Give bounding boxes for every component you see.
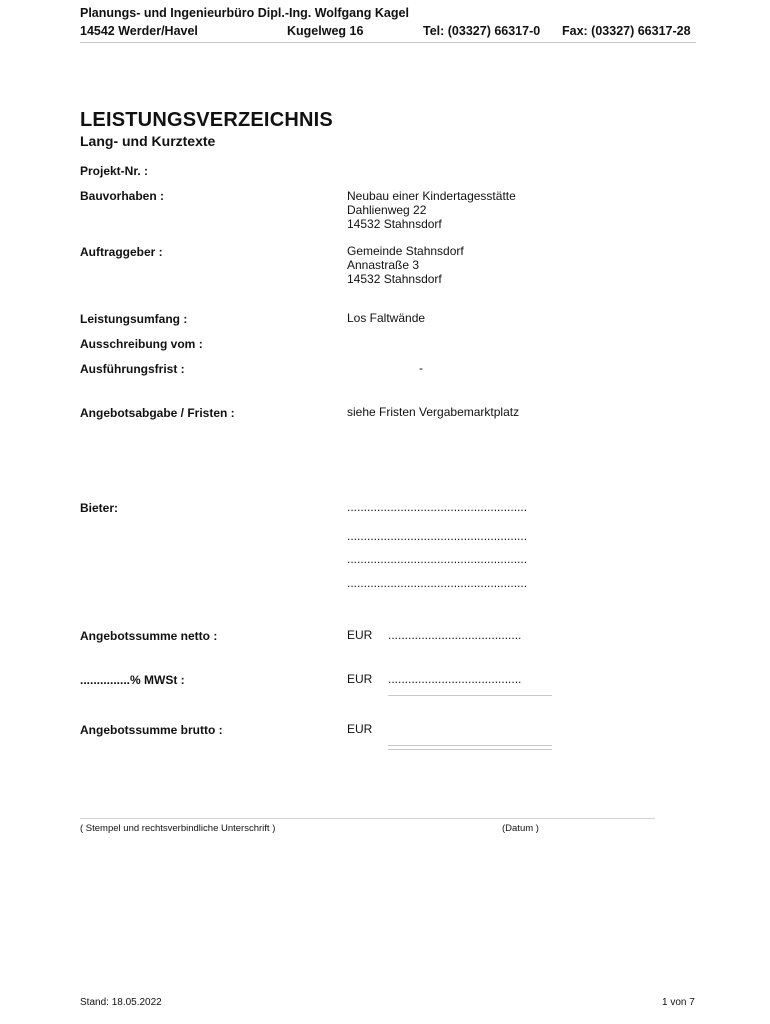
company-fax: Fax: (03327) 66317-28 bbox=[562, 24, 691, 38]
signature-rule bbox=[80, 818, 655, 819]
projekt-nr-label: Projekt-Nr. : bbox=[80, 164, 149, 178]
ausfuehrungsfrist-value: - bbox=[419, 361, 423, 375]
sum-rule bbox=[388, 695, 552, 696]
bauvorhaben-label: Bauvorhaben : bbox=[80, 189, 165, 203]
bieter-line-3[interactable]: ...................................................... bbox=[347, 552, 528, 566]
mwst-amount-field[interactable]: ........................................ bbox=[388, 672, 522, 686]
leistungsumfang-value: Los Faltwände bbox=[347, 311, 426, 325]
company-tel: Tel: (03327) 66317-0 bbox=[423, 24, 541, 38]
netto-currency: EUR bbox=[347, 628, 373, 642]
auftraggeber-line-2: Annastraße 3 bbox=[347, 258, 420, 272]
netto-amount-field[interactable]: ........................................ bbox=[388, 628, 522, 642]
page-subtitle: Lang- und Kurztexte bbox=[80, 133, 216, 149]
auftraggeber-line-1: Gemeinde Stahnsdorf bbox=[347, 244, 464, 258]
brutto-double-rule-bottom bbox=[388, 749, 552, 750]
stand-date: Stand: 18.05.2022 bbox=[80, 997, 162, 1008]
brutto-currency: EUR bbox=[347, 722, 373, 736]
page-title: LEISTUNGSVERZEICHNIS bbox=[80, 109, 333, 131]
company-name: Planungs- und Ingenieurbüro Dipl.-Ing. Wolfgang Kagel bbox=[80, 6, 409, 20]
bauvorhaben-line-1: Neubau einer Kindertagesstätte bbox=[347, 189, 516, 203]
bieter-line-4[interactable]: ...................................................... bbox=[347, 576, 528, 590]
stamp-label: ( Stempel und rechtsverbindliche Unterschrift ) bbox=[80, 823, 276, 834]
bieter-label: Bieter: bbox=[80, 501, 119, 515]
mwst-currency: EUR bbox=[347, 672, 373, 686]
header-rule bbox=[80, 42, 696, 43]
angebotsabgabe-label: Angebotsabgabe / Fristen : bbox=[80, 406, 235, 420]
page-number: 1 von 7 bbox=[662, 997, 695, 1008]
company-city: 14542 Werder/Havel bbox=[80, 24, 198, 38]
auftraggeber-label: Auftraggeber : bbox=[80, 245, 163, 259]
bieter-line-1[interactable]: ...................................................... bbox=[347, 500, 528, 514]
brutto-label: Angebotssumme brutto : bbox=[80, 723, 223, 737]
bauvorhaben-line-3: 14532 Stahnsdorf bbox=[347, 217, 442, 231]
mwst-label: ...............% MWSt : bbox=[80, 673, 185, 687]
auftraggeber-line-3: 14532 Stahnsdorf bbox=[347, 272, 442, 286]
bauvorhaben-line-2: Dahlienweg 22 bbox=[347, 203, 427, 217]
netto-label: Angebotssumme netto : bbox=[80, 629, 218, 643]
date-label: (Datum ) bbox=[502, 823, 539, 834]
angebotsabgabe-value: siehe Fristen Vergabemarktplatz bbox=[347, 405, 520, 419]
ausschreibung-label: Ausschreibung vom : bbox=[80, 337, 203, 351]
ausfuehrungsfrist-label: Ausführungsfrist : bbox=[80, 362, 185, 376]
bieter-line-2[interactable]: ...................................................... bbox=[347, 529, 528, 543]
brutto-double-rule-top bbox=[388, 745, 552, 746]
leistungsumfang-label: Leistungsumfang : bbox=[80, 312, 188, 326]
company-street: Kugelweg 16 bbox=[287, 24, 364, 38]
